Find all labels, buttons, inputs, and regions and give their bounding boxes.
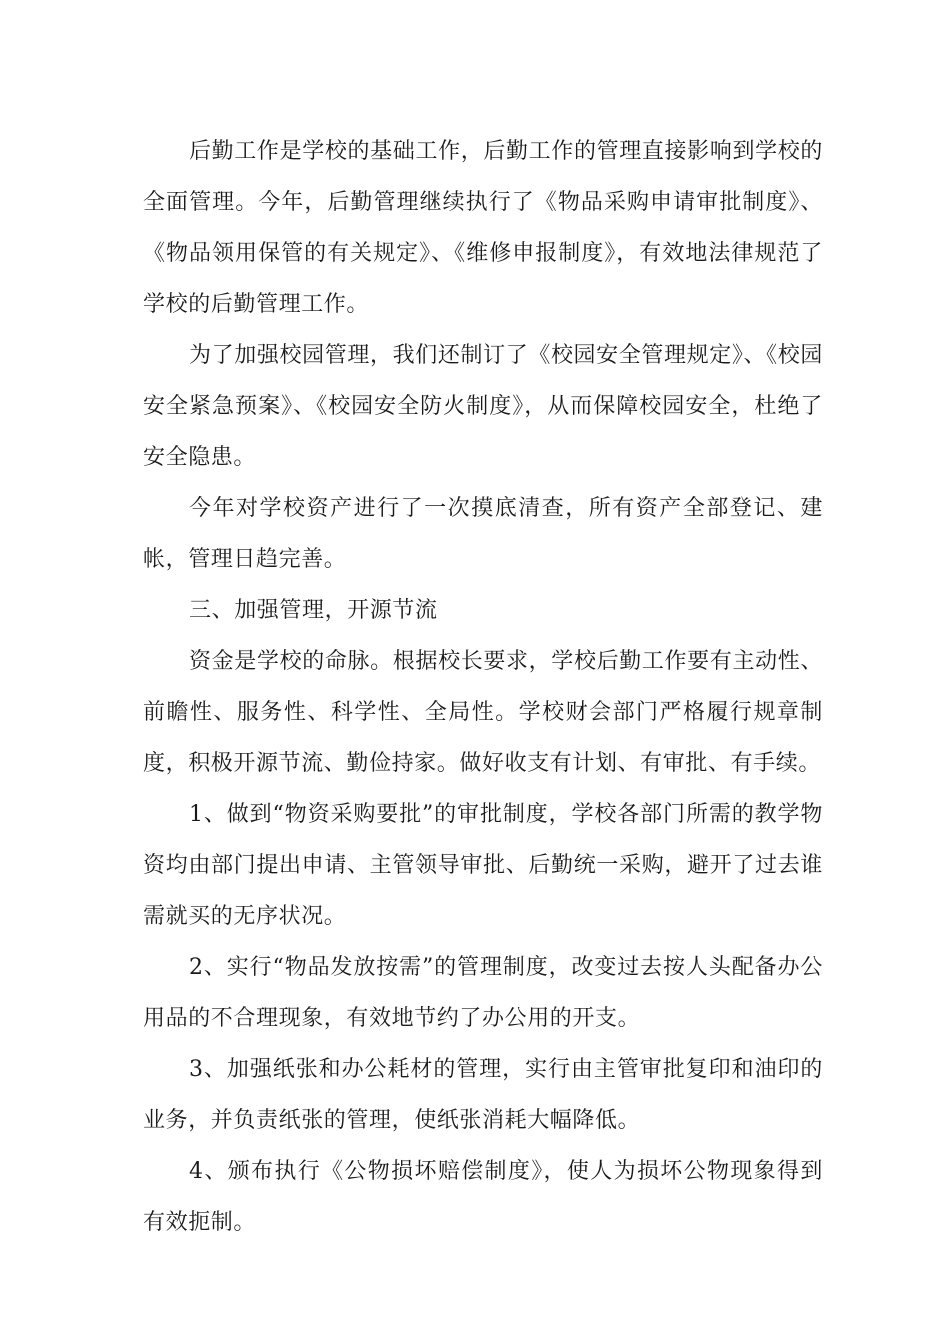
list-item-procurement: 1、做到“物资采购要批”的审批制度，学校各部门所需的教学物资均由部门提出申请、主管领导审批、后勤统一采购，避开了过去谁需就买的无序状况。 (143, 802, 823, 929)
list-item-distribution: 2、实行“物品发放按需”的管理制度，改变过去按人头配备办公用品的不合理现象，有效地节约了办公用的开支。 (143, 955, 823, 1031)
paragraph-funding: 资金是学校的命脉。根据校长要求，学校后勤工作要有主动性、前瞻性、服务性、科学性、全局性。学校财会部门严格履行规章制度，积极开源节流、勤俭持家。做好收支有计划、有审批、有手续。 (143, 649, 823, 776)
list-item-paper-supplies: 3、加强纸张和办公耗材的管理，实行由主管审批复印和油印的业务，并负责纸张的管理，使纸张消耗大幅降低。 (143, 1057, 823, 1133)
document-body (143, 126, 823, 1248)
paragraph-logistics-basis: 后勤工作是学校的基础工作，后勤工作的管理直接影响到学校的全面管理。今年，后勤管理继续执行了《物品采购申请审批制度》、《物品领用保管的有关规定》、《维修申报制度》，有效地法律规范了学校的后勤管理工作。 (143, 139, 823, 317)
section-heading-management: 三、加强管理，开源节流 (189, 598, 438, 623)
paragraph-asset-inventory: 今年对学校资产进行了一次摸底清查，所有资产全部登记、建帐，管理日趋完善。 (143, 496, 823, 572)
list-item-damage-compensation: 4、颁布执行《公物损坏赔偿制度》，使人为损坏公物现象得到有效扼制。 (143, 1159, 823, 1235)
paragraph-campus-safety: 为了加强校园管理，我们还制订了《校园安全管理规定》、《校园安全紧急预案》、《校园安全防火制度》，从而保障校园安全，杜绝了安全隐患。 (143, 343, 823, 470)
